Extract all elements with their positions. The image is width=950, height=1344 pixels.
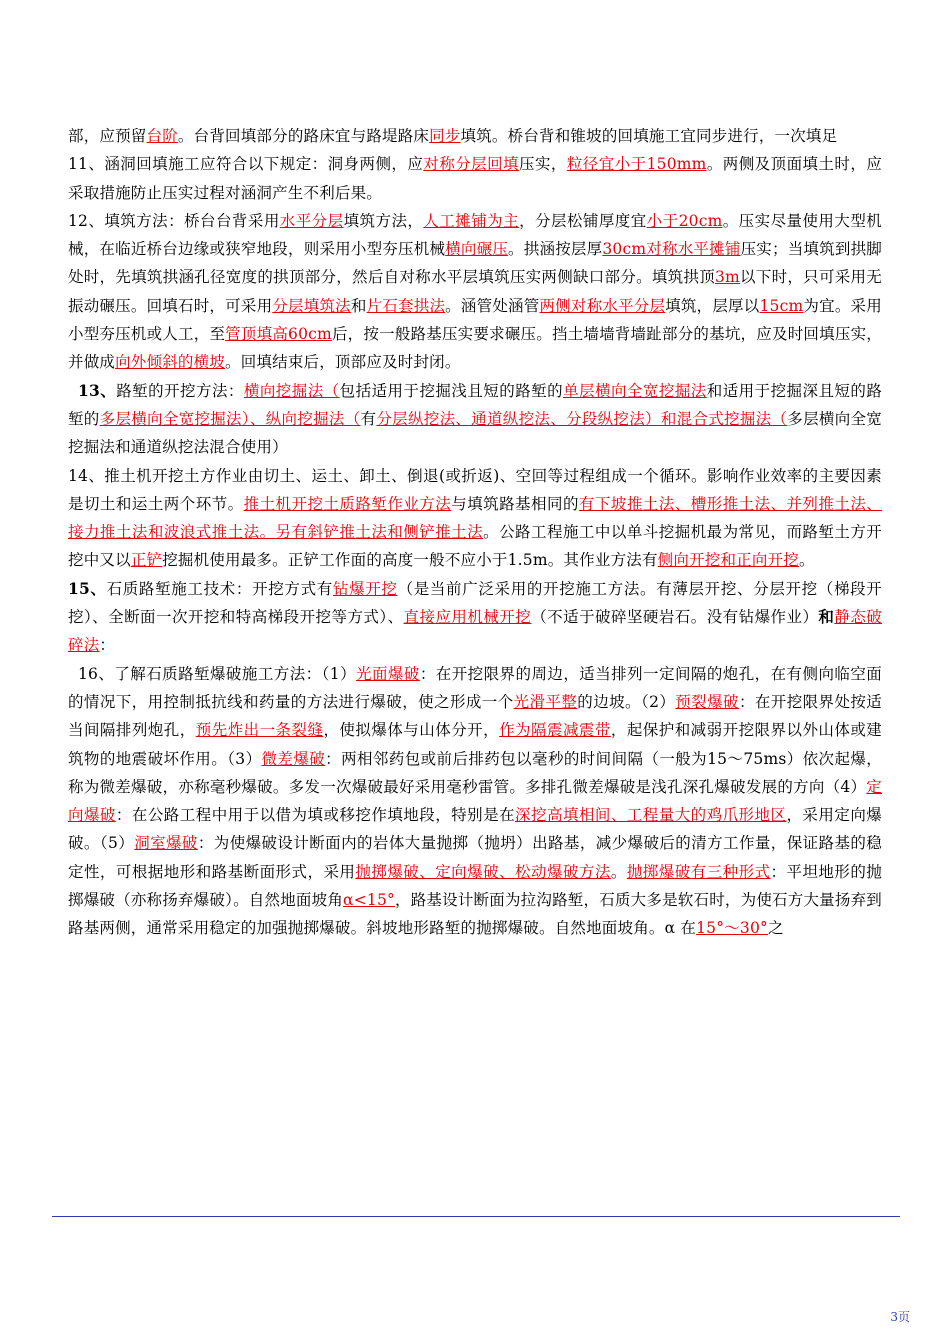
text-run: 和适用于挖掘深且短的路堑的 bbox=[68, 381, 883, 428]
highlighted-term: 分层纵挖法、通道纵挖法、分段纵挖法）和混合式挖掘法（ bbox=[376, 409, 788, 428]
text-run: 压实， bbox=[519, 155, 567, 174]
text-run: 14、推土机开挖土方作业由切土、运土、卸土、倒退(或折返)、空回等过程组成一个循环。影响作业效率的主要因素是切土和运土两个环节。 bbox=[68, 466, 882, 513]
text-run: 压实；当填筑到拱脚处时，先填筑拱涵孔径宽度的拱顶部分，然后自对称水平层填筑压实两侧缺口部分。填筑拱顶 bbox=[68, 240, 882, 287]
text-run: （不适于破碎坚硬岩石。没有钻爆作业） bbox=[531, 608, 819, 627]
highlighted-term: 同步 bbox=[429, 127, 461, 145]
text-run: 之 bbox=[767, 919, 784, 938]
highlighted-term: 定向爆破 bbox=[68, 777, 882, 825]
text-run: （是当前广泛采用的开挖施工方法。有薄层开挖、分层开挖（梯段开挖）、全断面一次开挖和特高梯段开挖等方式）、 bbox=[68, 579, 882, 627]
highlighted-term: 正铲 bbox=[130, 551, 163, 570]
text-run: ：两相邻药包或前后排药包以毫秒的时间间隔（一般为15～75ms）依次起爆，称为微差爆破，亦称毫秒爆破。多发一次爆破最好采用毫秒雷管。多排孔微差爆破是浅孔深孔爆破发展的方向（4） bbox=[68, 749, 882, 796]
highlighted-term: 管顶填高60cm bbox=[225, 325, 332, 344]
highlighted-term: 两侧对称水平分层 bbox=[539, 296, 666, 315]
text-run: 石质路堑施工技术：开挖方式有 bbox=[106, 579, 333, 598]
text-run: 12、填筑方法：桥台台背采用 bbox=[68, 211, 280, 230]
text-run: 16、了解石质路堑爆破施工方法：（1） bbox=[78, 664, 357, 683]
text-run: 部，应预留 bbox=[68, 127, 147, 145]
highlighted-term: 向外倾斜的横坡 bbox=[115, 353, 226, 372]
highlighted-term: 光滑平整 bbox=[513, 692, 578, 711]
text-run: 有 bbox=[360, 409, 377, 428]
text-run: 。回填结束后，顶部应及时封闭。 bbox=[225, 353, 461, 372]
highlighted-term: 片石套拱法 bbox=[366, 296, 446, 315]
text-run: ：为使爆破设计断面内的岩体大量抛掷（抛坍）出路基，减少爆破后的清方工作量，保证路基的稳定性，可根据地形和路基断面形式，采用 bbox=[68, 834, 882, 881]
text-run: ，分层松铺厚度宜 bbox=[519, 211, 647, 230]
footer-rule bbox=[52, 1216, 900, 1217]
text-run: ：平坦地形的抛掷爆破（亦称扬弃爆破）。自然地面坡角 bbox=[68, 862, 883, 910]
highlighted-term: 抛掷爆破有三种形式 bbox=[626, 862, 771, 881]
text-run: 。涵管处涵管 bbox=[445, 296, 540, 315]
text-run: 后，按一般路基压实要求碾压。挡土墙墙背墙趾部分的基坑，应及时回填压实，并做成 bbox=[68, 325, 882, 372]
paragraph-p12 bbox=[68, 207, 882, 377]
paragraph-p15 bbox=[68, 575, 882, 660]
paragraph-p11 bbox=[68, 150, 882, 207]
highlighted-term: α<15° bbox=[343, 891, 395, 910]
highlighted-term: 有下坡推土法、槽形推土法、并列推土法、接力推土法和波浪式推土法。另有斜铲推土法和侧铲推土法 bbox=[68, 494, 882, 542]
highlighted-term: 小于20cm bbox=[646, 211, 723, 230]
text-run: ，路基设计断面为拉沟路堑，石质大多是软石时，为使石方大量扬弃到路基两侧，通常采用稳定的加强抛掷爆破。斜坡地形路堑的抛掷爆破。自然地面坡角。α 在 bbox=[68, 891, 883, 938]
highlighted-term: 侧向开挖和正向开挖 bbox=[657, 551, 799, 570]
text-run: ：在公路工程中用于以借为填或移挖作填地段，特别是在 bbox=[115, 806, 516, 825]
text-run: 。两侧及顶面填土时，应采取措施防止压实过程对涵洞产生不利后果。 bbox=[68, 155, 883, 202]
highlighted-term: 深挖高填相间、工程量大的鸡爪形地区 bbox=[515, 806, 787, 825]
text-run: 。 bbox=[798, 551, 815, 570]
document-body bbox=[68, 122, 882, 943]
text-run: 与填筑路基相同的 bbox=[451, 494, 579, 513]
highlighted-term: 台阶 bbox=[146, 127, 178, 145]
highlighted-term: 横向碾压 bbox=[445, 240, 509, 259]
highlighted-term: 预裂爆破 bbox=[675, 692, 739, 711]
text-run: 填筑方法， bbox=[343, 211, 424, 230]
text-run: 。拱涵按层厚 bbox=[508, 240, 603, 259]
highlighted-term: 多层横向全宽挖掘法）、纵向挖掘法（ bbox=[99, 409, 361, 428]
text-run: ： bbox=[99, 636, 116, 655]
text-run: 填筑，层厚以 bbox=[665, 296, 760, 315]
paragraph-p16 bbox=[68, 660, 882, 943]
highlighted-term: 横向挖掘法（ bbox=[243, 381, 340, 400]
highlighted-term: 抛掷爆破、定向爆破、松动爆破方法 bbox=[355, 862, 611, 881]
text-run: 挖掘机使用最多。正铲工作面的高度一般不应小于1.5m。其作业方法有 bbox=[162, 551, 658, 570]
highlighted-term: 粒径宜小于150mm bbox=[566, 155, 707, 174]
text-run: 以下时，只可采用无振动碾压。回填石时，可采用 bbox=[68, 268, 882, 315]
highlighted-term: 15°～30° bbox=[696, 919, 768, 938]
text-run: 。台背回填部分的路床宜与路堤路床 bbox=[177, 127, 430, 145]
paragraph-p13 bbox=[68, 377, 882, 462]
text-run: ，采用定向爆破。（5） bbox=[68, 806, 882, 853]
highlighted-term: 微差爆破 bbox=[261, 749, 326, 768]
text-run: 。压实尽量使用大型机械，在临近桥台边缘或狭窄地段，则采用小型夯压机械 bbox=[68, 211, 882, 259]
paragraph-p14 bbox=[68, 462, 882, 575]
highlighted-term: 钻爆开挖 bbox=[332, 579, 398, 598]
text-run: 和 bbox=[818, 607, 835, 627]
text-run: ，使拟爆体与山体分开， bbox=[323, 721, 500, 740]
highlighted-term: 30cm对称水平摊铺 bbox=[602, 240, 741, 259]
highlighted-term: 单层横向全宽挖掘法 bbox=[563, 381, 707, 400]
text-run: 。 bbox=[610, 862, 627, 881]
highlighted-term: 3m bbox=[715, 268, 740, 287]
highlighted-term: 预先炸出一条裂缝 bbox=[195, 721, 324, 740]
highlighted-term: 作为隔震减震带 bbox=[499, 721, 611, 740]
highlighted-term: 水平分层 bbox=[279, 211, 344, 230]
highlighted-term: 15cm bbox=[759, 296, 804, 315]
highlighted-term: 对称分层回填 bbox=[423, 155, 519, 174]
text-run: 填筑。桥台背和锥坡的回填施工宜同步进行，一次填足 bbox=[460, 127, 838, 145]
text-run: 15、 bbox=[68, 578, 107, 598]
text-run: ：在开挖限界处按适当间隔排列炮孔， bbox=[68, 692, 882, 740]
text-run: 多层横向全宽挖掘法和通道纵挖法混合使用） bbox=[68, 409, 883, 457]
text-run: 11、涵洞回填施工应符合以下规定：洞身两侧，应 bbox=[68, 155, 424, 174]
highlighted-term: 洞室爆破 bbox=[134, 834, 198, 853]
highlighted-term: 静态破碎法 bbox=[68, 608, 883, 655]
highlighted-term: 分层填筑法 bbox=[272, 296, 351, 315]
text-run: 。公路工程施工中以单斗挖掘机最为常见，而路堑土方开挖中又以 bbox=[68, 523, 882, 570]
text-run: 路堑的开挖方法： bbox=[116, 381, 244, 400]
text-run: ，起保护和减弱开挖限界以外山体或建筑物的地震破坏作用。（3） bbox=[68, 721, 883, 768]
paragraph-p0 bbox=[68, 122, 882, 150]
page-number: 3页 bbox=[890, 1310, 910, 1324]
highlighted-term: 直接应用机械开挖 bbox=[403, 608, 532, 627]
highlighted-term: 光面爆破 bbox=[356, 664, 420, 683]
highlighted-term: 人工摊铺为主 bbox=[423, 211, 520, 230]
highlighted-term: 推土机开挖土质路堑作业方法 bbox=[243, 494, 452, 513]
text-run: 为宜。采用小型夯压机或人工，至 bbox=[68, 296, 882, 344]
text-run: ：在开挖限界的周边，适当排列一定间隔的炮孔，在有侧向临空面的情况下，用控制抵抗线和药量的方法进行爆破，使之形成一个 bbox=[68, 664, 882, 711]
text-run: 13、 bbox=[78, 380, 117, 400]
text-run: 和 bbox=[350, 296, 367, 315]
text-run: 的边坡。（2） bbox=[577, 692, 676, 711]
text-run: 包括适用于挖掘浅且短的路堑的 bbox=[339, 381, 564, 400]
